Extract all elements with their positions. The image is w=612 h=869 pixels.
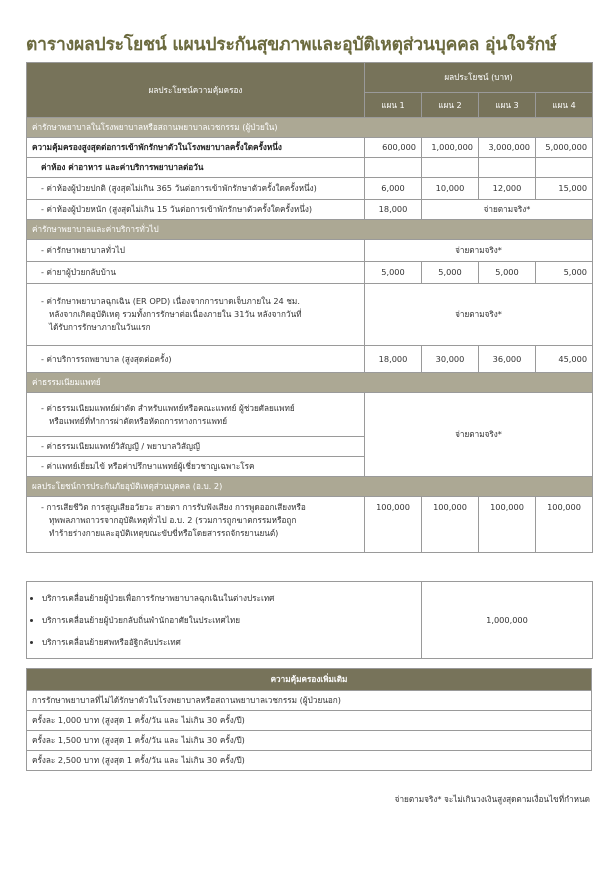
surgeon-line: หรือแพทย์ที่ทำการผ่าตัดหรือหัตถการทางการแพทย์: [49, 415, 228, 426]
accident-line: - การเสียชีวิต การสูญเสียอวัยวะ สายตา การรับฟังเสียง การพูดออกเสียงหรือ: [41, 502, 306, 512]
table-row: [27, 200, 593, 220]
cell-value: 30,000: [422, 346, 479, 373]
cell-value: จ่ายตามจริง*: [365, 240, 593, 262]
cell-value: 100,000: [536, 497, 593, 553]
cell-value: 5,000: [536, 262, 593, 284]
opd-option: ครั้งละ 1,500 บาท (สูงสุด 1 ครั้ง/วัน และ ไม่เกิน 30 ครั้ง/ปี): [27, 731, 592, 751]
table-row: [27, 284, 593, 346]
row-label: - ค่าธรรมเนียมแพทย์วิสัญญี / พยาบาลวิสัญญี: [27, 437, 365, 457]
cell-value: 3,000,000: [479, 138, 536, 158]
cell-value: 45,000: [536, 346, 593, 373]
row-label: - ค่าแพทย์เยี่ยมไข้ หรือค่าปรึกษาแพทย์ผู้เชี่ยวชาญเฉพาะโรค: [27, 457, 365, 477]
cell-value: 100,000: [422, 497, 479, 553]
benefit-table: [26, 62, 593, 553]
cell-value: 5,000,000: [536, 138, 593, 158]
table-row: [27, 346, 593, 373]
list-item: • บริการเคลื่อนย้ายผู้ป่วยกลับถิ่นพำนักอาศัยในประเทศไทย: [42, 609, 420, 631]
table-row: [27, 240, 593, 262]
cell-value: 15,000: [536, 178, 593, 200]
cell-value: 6,000: [365, 178, 422, 200]
er-line: - ค่ารักษาพยาบาลฉุกเฉิน (ER OPD) เนื่องจากการบาดเจ็บภายใน 24 ชม.: [41, 296, 300, 306]
list-item: • บริการเคลื่อนย้ายศพหรืออัฐิกลับประเทศ: [42, 631, 420, 653]
table-row: [27, 393, 593, 437]
opd-option: ครั้งละ 1,000 บาท (สูงสุด 1 ครั้ง/วัน และ ไม่เกิน 30 ครั้ง/ปี): [27, 711, 592, 731]
plan-header-4: แผน 4: [536, 93, 593, 118]
accident-line: ทำร้ายร่างกายและอุบัติเหตุขณะขับขี่หรือโดยสารรถจักรยานยนต์): [49, 528, 279, 538]
page-title: ตารางผลประโยชน์ แผนประกันสุขภาพและอุบัติเหตุส่วนบุคคล อุ่นใจรักษ์: [26, 35, 557, 55]
cell-value: 18,000: [365, 200, 422, 220]
benefit-unit-header: ผลประโยชน์ (บาท): [365, 63, 593, 93]
table-row: [27, 262, 593, 284]
opd-option: ครั้งละ 2,500 บาท (สูงสุด 1 ครั้ง/วัน และ ไม่เกิน 30 ครั้ง/ปี): [27, 751, 592, 771]
row-label: [27, 284, 365, 346]
section-title: ผลประโยชน์การประกันภัยอุบัติเหตุส่วนบุคคล (อ.บ. 2): [27, 477, 593, 497]
row-label: ความคุ้มครองสูงสุดต่อการเข้าพักรักษาตัวในโรงพยาบาลครั้งใดครั้งหนึ่ง: [27, 138, 365, 158]
evacuation-list-cell: [27, 582, 422, 659]
table-row: [27, 178, 593, 200]
additional-coverage-table: [26, 668, 592, 771]
cell-value: 18,000: [365, 346, 422, 373]
table-row: [27, 138, 593, 158]
er-line: หลังจากเกิดอุบัติเหตุ รวมทั้งการรักษาต่อเนื่องภายใน 31วัน หลังจากวันที่: [49, 309, 302, 319]
er-line: ได้รับการรักษาภายในวันแรก: [49, 322, 151, 332]
section-title: ค่าธรรมเนียมแพทย์: [27, 373, 593, 393]
surgeon-line: - ค่าธรรมเนียมแพทย์ผ่าตัด สำหรับแพทย์หรือคณะแพทย์ ผู้ช่วยศัลยแพทย์: [41, 402, 295, 413]
row-label: - ค่ารักษาพยาบาลทั่วไป: [27, 240, 365, 262]
row-label: ค่าห้อง ค่าอาหาร และค่าบริการพยาบาลต่อวัน: [27, 158, 365, 178]
cell-value: 10,000: [422, 178, 479, 200]
plan-header-3: แผน 3: [479, 93, 536, 118]
cell-value: 100,000: [479, 497, 536, 553]
cell-value: 5,000: [479, 262, 536, 284]
cell-value: จ่ายตามจริง*: [422, 200, 593, 220]
row-label: - ค่าบริการรถพยาบาล (สูงสุดต่อครั้ง): [27, 346, 365, 373]
table-row: [27, 497, 593, 553]
row-label: - ค่าห้องผู้ป่วยหนัก (สูงสุดไม่เกิน 15 วันต่อการเข้าพักรักษาตัวครั้งใดครั้งหนึ่ง): [27, 200, 365, 220]
cell-value: 12,000: [479, 178, 536, 200]
cell-value: จ่ายตามจริง*: [365, 284, 593, 346]
evacuation-list: [28, 583, 420, 657]
cell-value: 1,000,000: [422, 138, 479, 158]
table-row: [27, 158, 593, 178]
evacuation-table: [26, 581, 593, 659]
additional-title: ความคุ้มครองเพิ่มเติม: [27, 669, 592, 691]
row-label: [27, 393, 365, 437]
row-label: [27, 497, 365, 553]
footnote: จ่ายตามจริง* จะไม่เกินวงเงินสูงสุดตามเงื่อนไขที่กำหนด: [394, 794, 590, 804]
cell-value: 5,000: [422, 262, 479, 284]
row-label: - ค่าห้องผู้ป่วยปกติ (สูงสุดไม่เกิน 365 วันต่อการเข้าพักรักษาตัวครั้งใดครั้งหนึ่ง): [27, 178, 365, 200]
cell-value: 600,000: [365, 138, 422, 158]
opd-label: การรักษาพยาบาลที่ไม่ได้รักษาตัวในโรงพยาบาลหรือสถานพยาบาลเวชกรรม (ผู้ป่วยนอก): [27, 691, 592, 711]
evacuation-value: 1,000,000: [422, 582, 593, 659]
cell-value: 100,000: [365, 497, 422, 553]
coverage-header: ผลประโยชน์ความคุ้มครอง: [27, 63, 365, 118]
plan-header-2: แผน 2: [422, 93, 479, 118]
section-title: ค่ารักษาพยาบาลในโรงพยาบาลหรือสถานพยาบาลเวชกรรม (ผู้ป่วยใน): [27, 118, 593, 138]
cell-value: 36,000: [479, 346, 536, 373]
plan-header-1: แผน 1: [365, 93, 422, 118]
accident-line: ทุพพลภาพถาวรจากอุบัติเหตุทั่วไป อ.บ. 2 (รวมการถูกฆาตกรรมหรือถูก: [49, 515, 297, 525]
row-label: - ค่ายาผู้ป่วยกลับบ้าน: [27, 262, 365, 284]
cell-value: 5,000: [365, 262, 422, 284]
cell-value: จ่ายตามจริง*: [365, 393, 593, 477]
list-item: • บริการเคลื่อนย้ายผู้ป่วยเพื่อการรักษาพยาบาลฉุกเฉินในต่างประเทศ: [42, 587, 420, 609]
section-title: ค่ารักษาพยาบาลและค่าบริการทั่วไป: [27, 220, 593, 240]
